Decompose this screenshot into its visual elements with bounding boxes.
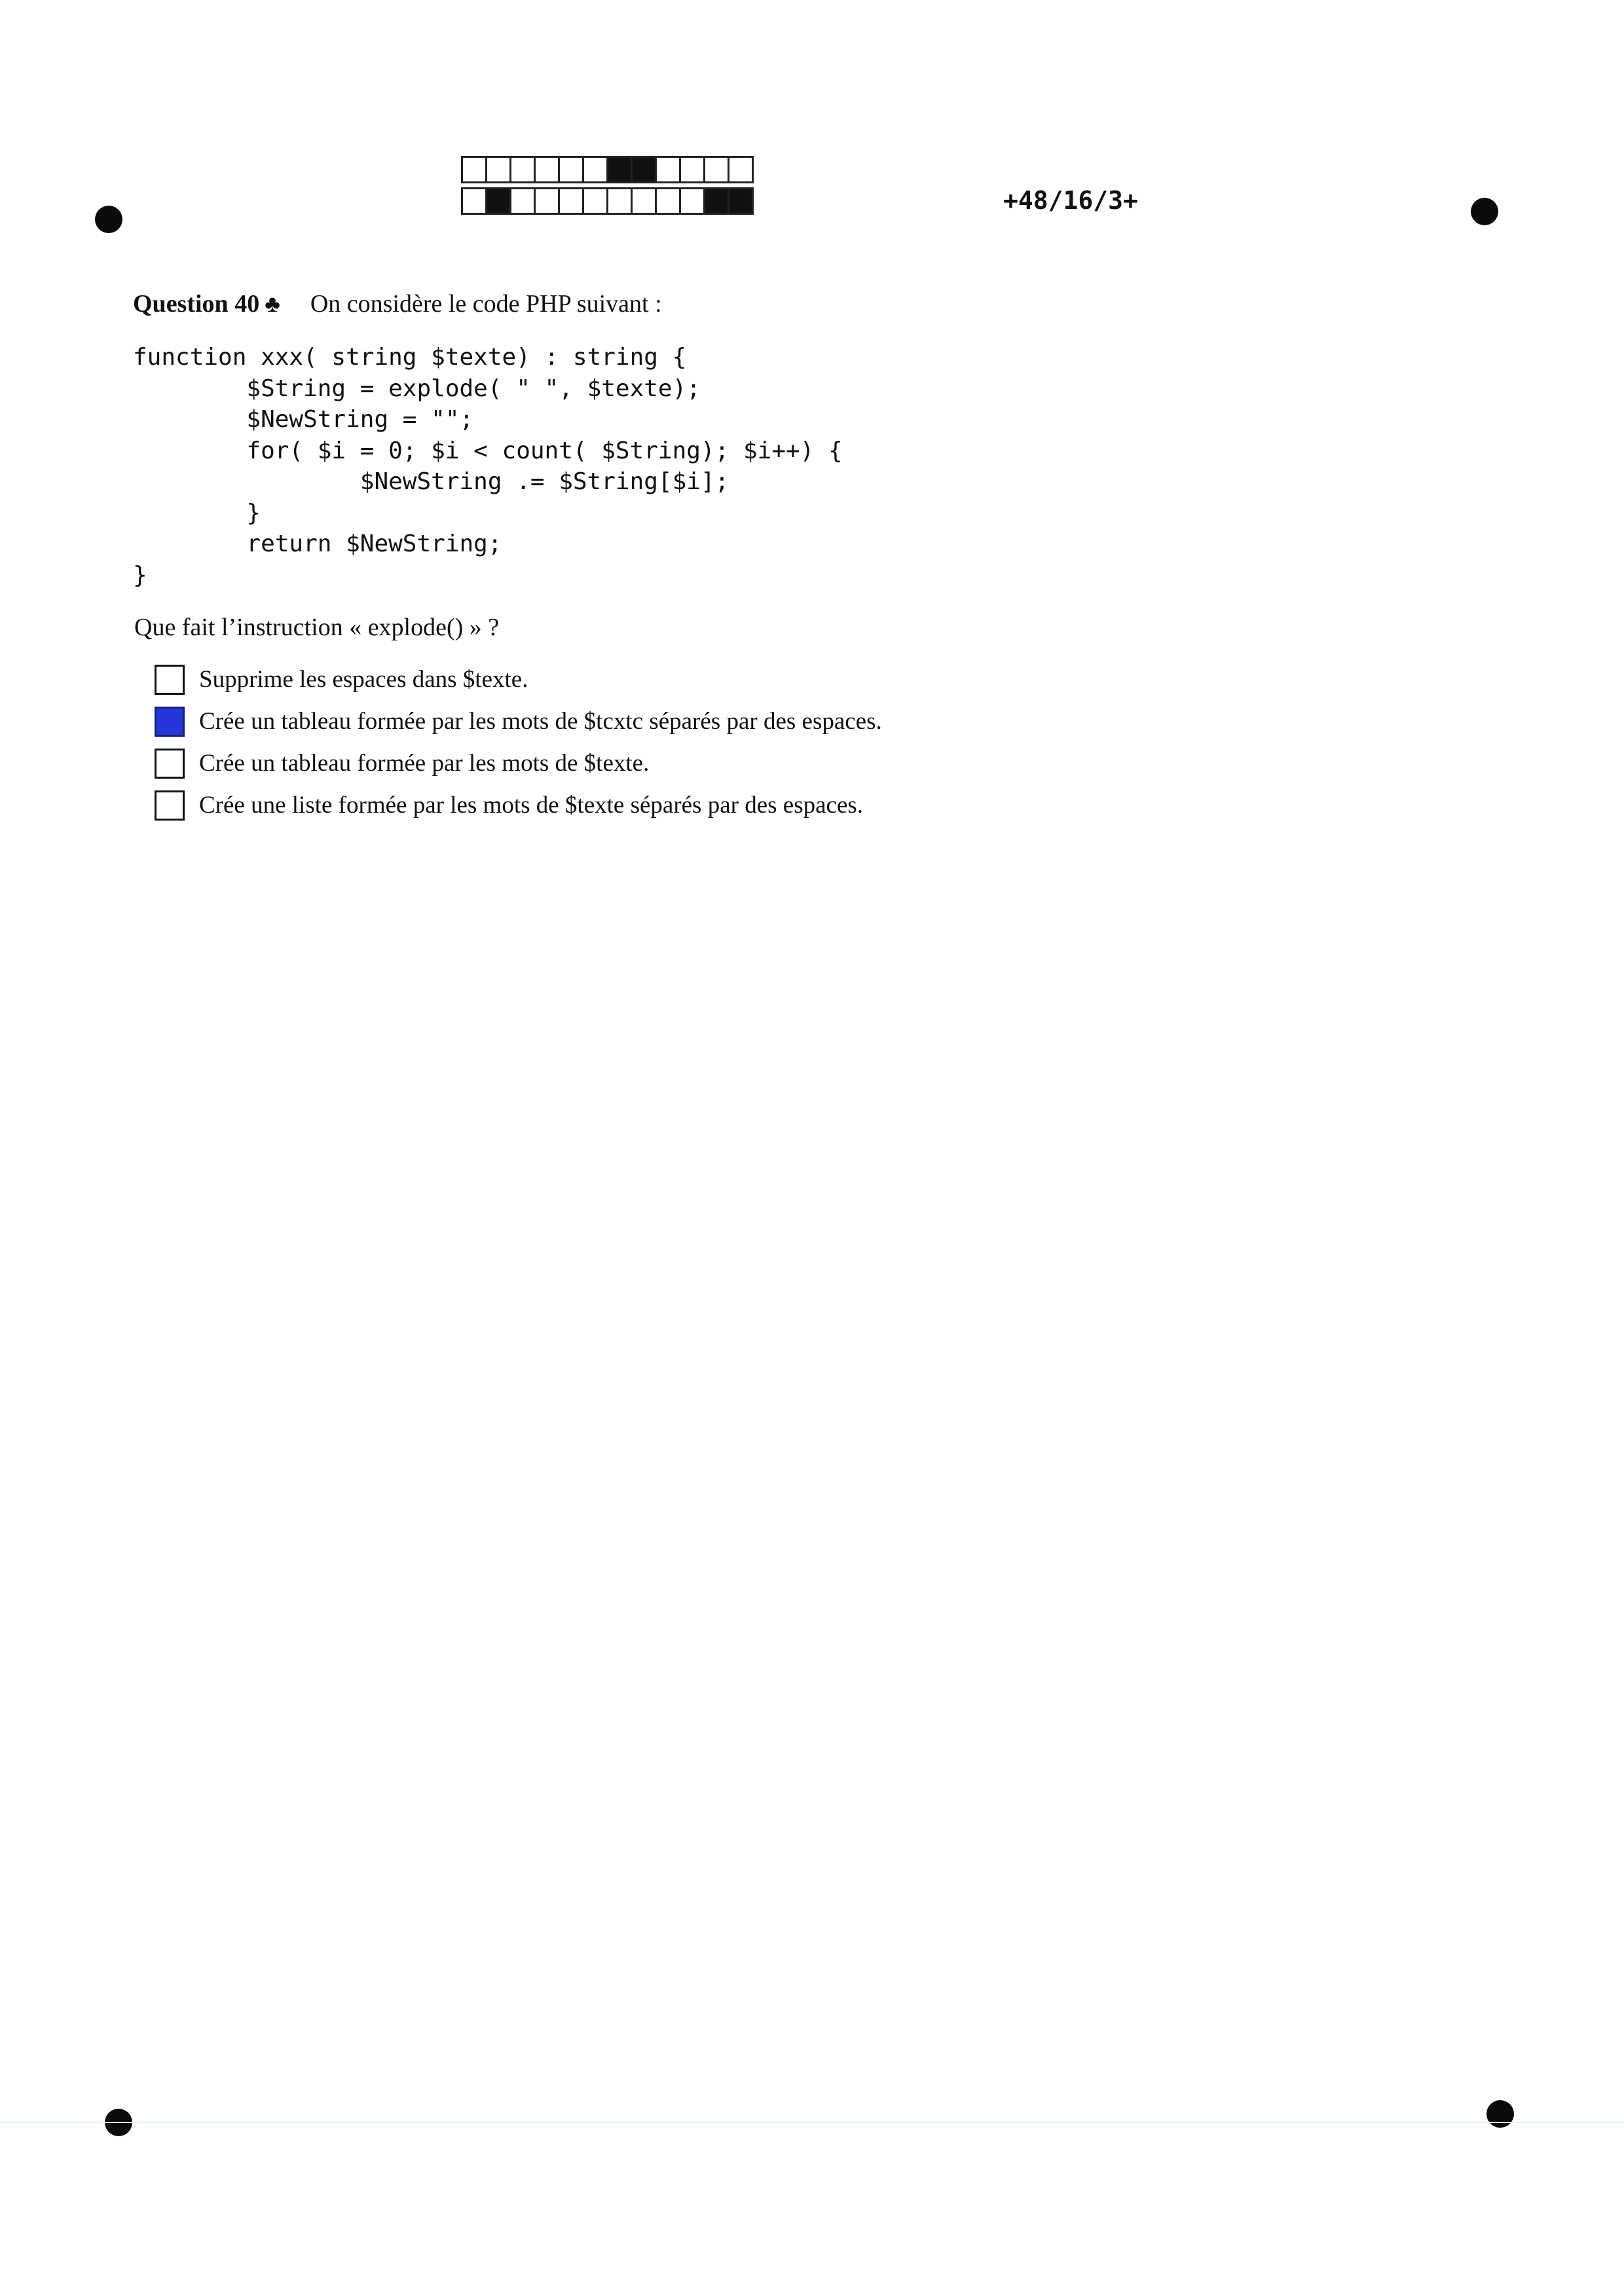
page-identifier: +48/16/3+ [1003, 186, 1138, 215]
answer-checkbox[interactable] [155, 749, 185, 779]
answer-label: Crée un tableau formée par les mots de $texte. [199, 750, 650, 777]
answer-checkbox[interactable] [155, 707, 185, 737]
code-line: } [133, 561, 147, 589]
code-cell [558, 187, 584, 215]
registration-mark-bottom-right [1486, 2100, 1514, 2128]
code-cell [461, 156, 487, 183]
answer-label: Supprime les espaces dans $texte. [199, 666, 528, 693]
code-line: $String = explode( " ", $texte); [133, 375, 701, 402]
page-edge-line [0, 2122, 1624, 2123]
code-cell [679, 187, 705, 215]
page-code-bar-bottom [461, 187, 752, 215]
answer-checkbox[interactable] [155, 790, 185, 821]
code-cell [509, 156, 536, 183]
code-cell [509, 187, 536, 215]
code-cell [534, 156, 560, 183]
code-cell [485, 187, 511, 215]
code-cell [534, 187, 560, 215]
code-cell [655, 187, 681, 215]
page-code-bar-top [461, 156, 752, 183]
code-cell [582, 187, 608, 215]
question-header [133, 289, 662, 318]
code-cell [655, 156, 681, 183]
code-cell [703, 156, 729, 183]
code-cell [631, 156, 657, 183]
code-cell [631, 187, 657, 215]
code-cell [606, 187, 633, 215]
code-line: function xxx( string $texte) : string { [133, 344, 687, 371]
question-number: Question 40 [133, 290, 260, 318]
code-line: } [133, 499, 261, 527]
question-prompt: Que fait l’instruction « explode() » ? [134, 614, 500, 641]
club-icon: ♣ [265, 291, 280, 317]
code-cell [728, 187, 754, 215]
answer-checkbox[interactable] [155, 665, 185, 695]
code-line: return $NewString; [133, 530, 502, 557]
code-cell [485, 156, 511, 183]
answer-label: Crée une liste formée par les mots de $texte séparés par des espaces. [199, 792, 864, 819]
code-line: $NewString .= $String[$i]; [133, 468, 729, 495]
code-cell [606, 156, 633, 183]
code-cell [703, 187, 729, 215]
answer-label: Crée un tableau formée par les mots de $tcxtc séparés par des espaces. [199, 708, 882, 735]
code-cell [461, 187, 487, 215]
code-cell [679, 156, 705, 183]
code-line: $NewString = ""; [133, 406, 474, 433]
registration-mark-top-right [1471, 198, 1498, 225]
question-intro: On considère le code PHP suivant : [310, 290, 662, 318]
code-cell [582, 156, 608, 183]
code-line: for( $i = 0; $i < count( $String); $i++) { [133, 437, 843, 464]
code-cell [728, 156, 754, 183]
code-cell [558, 156, 584, 183]
registration-mark-top-left [95, 206, 122, 233]
php-code-block [133, 342, 843, 591]
